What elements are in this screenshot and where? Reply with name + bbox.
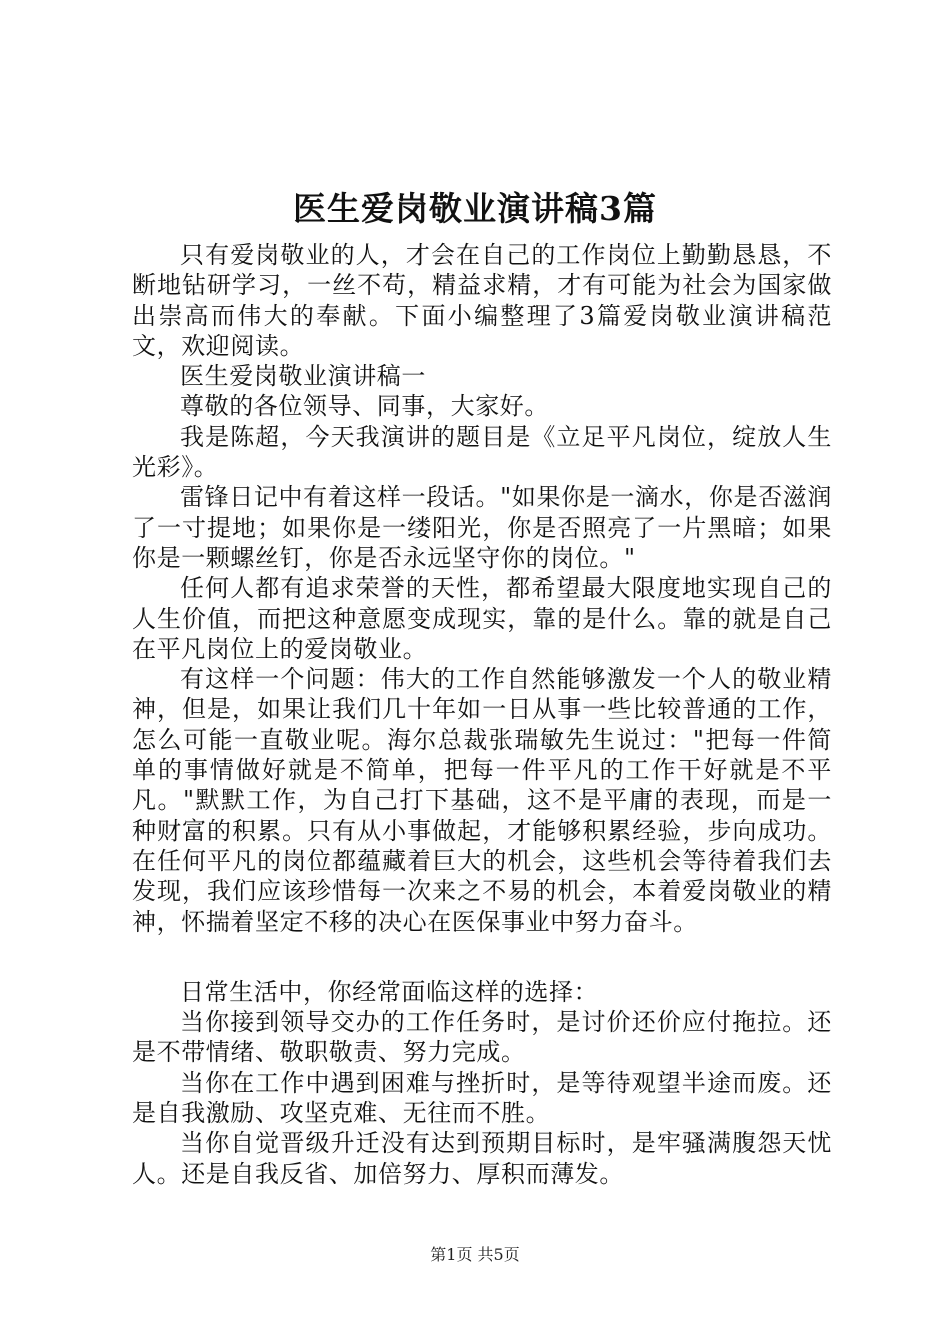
paragraph-lei-feng-quote: 雷锋日记中有着这样一段话。"如果你是一滴水，你是否滋润了一寸提地；如果你是一缕阳光，你是否照亮了一片黑暗；如果你是一颗螺丝钉，你是否永远坚守你的岗位。" (132, 483, 832, 572)
paragraph-question: 有这样一个问题：伟大的工作自然能够激发一个人的敬业精神，但是，如果让我们几十年如一日从事一些比较普通的工作，怎么可能一直敬业呢。海尔总裁张瑞敏先生说过："把每一件简单的事情做好就是不简单，把每一件平凡的工作干好就是不平凡。"默默工作，为自己打下基础，这不是平庸的表现，而是一种财富的积累。只有从小事做起，才能够积累经验，步向成功。在任何平凡的岗位都蕴藏着巨大的机会，这些机会等待着我们去发现，我们应该珍惜每一次来之不易的机会，本着爱岗敬业的精神，怀揣着坚定不移的决心在医保事业中努力奋斗。 (132, 665, 832, 936)
document-title: 医生爱岗敬业演讲稿3篇 (293, 189, 657, 228)
paragraph-gap (132, 937, 832, 977)
paragraph-greeting: 尊敬的各位领导、同事，大家好。 (180, 392, 549, 421)
paragraph-heading-speech-one: 医生爱岗敬业演讲稿一 (180, 362, 426, 391)
paragraph-choice-difficulty: 当你在工作中遇到困难与挫折时，是等待观望半途而废。还是自我激励、攻坚克难、无往而不胜。 (132, 1068, 832, 1128)
paragraph-choice-task: 当你接到领导交办的工作任务时，是讨价还价应付拖拉。还是不带情绪、敬职敬责、努力完成。 (132, 1008, 832, 1067)
paragraph-intro: 只有爱岗敬业的人，才会在自己的工作岗位上勤勤恳恳，不断地钻研学习，一丝不苟，精益求精，才有可能为社会为国家做出崇高而伟大的奉献。下面小编整理了3篇爱岗敬业演讲稿范文，欢迎阅读。 (132, 241, 832, 360)
paragraph-daily-choices: 日常生活中，你经常面临这样的选择： (180, 977, 599, 1006)
paragraph-speaker-intro: 我是陈超，今天我演讲的题目是《立足平凡岗位，绽放人生光彩》。 (132, 422, 832, 482)
paragraph-choice-promotion: 当你自觉晋级升迁没有达到预期目标时，是牢骚满腹怨天忧人。还是自我反省、加倍努力、厚积而薄发。 (132, 1129, 832, 1188)
document-body (132, 240, 832, 1189)
paragraph-life-value: 任何人都有追求荣誉的天性，都希望最大限度地实现自己的人生价值，而把这种意愿变成现实，靠的是什么。靠的就是自己在平凡岗位上的爱岗敬业。 (132, 574, 832, 663)
page-footer: 第1页 共5页 (430, 1245, 520, 1264)
